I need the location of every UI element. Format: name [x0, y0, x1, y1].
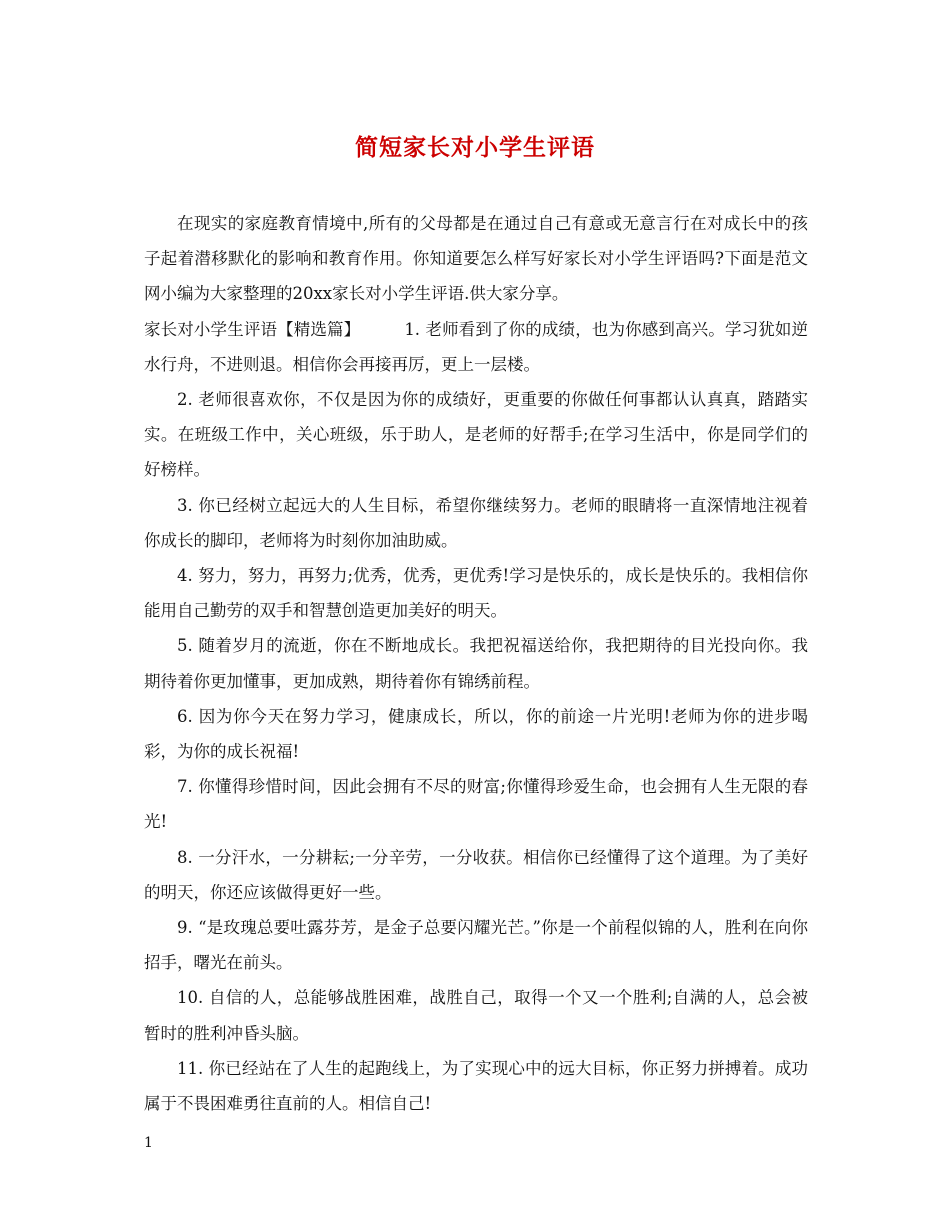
document-title: 简短家长对小学生评语	[355, 134, 595, 161]
comment-item-5: 5. 随着岁月的流逝，你在不断地成长。我把祝福送给你，我把期待的目光投向你。我期待着你更加懂事，更加成熟，期待着你有锦绣前程。	[144, 636, 808, 691]
comment-item-9: 9. “是玫瑰总要吐露芬芳，是金子总要闪耀光芒。”你是一个前程似锦的人，胜利在向你招手，曙光在前头。	[144, 918, 808, 973]
section-paragraph	[144, 312, 808, 382]
comment-item-7: 7. 你懂得珍惜时间，因此会拥有不尽的财富;你懂得珍爱生命，也会拥有人生无限的春光!	[144, 777, 808, 832]
comment-item-8: 8. 一分汗水，一分耕耘;一分辛劳，一分收获。相信你已经懂得了这个道理。为了美好的明天，你还应该做得更好一些。	[144, 847, 808, 902]
intro-paragraph: 在现实的家庭教育情境中,所有的父母都是在通过自己有意或无意言行在对成长中的孩子起着潜移默化的影响和教育作用。你知道要怎么样写好家长对小学生评语吗?下面是范文网小编为大家整理的20xx家长对小学生评语.供大家分享。	[144, 214, 808, 304]
comment-item-11: 11. 你已经站在了人生的起跑线上，为了实现心中的远大目标，你正努力拼搏着。成功属于不畏困难勇往直前的人。相信自己!	[144, 1058, 808, 1114]
comment-item-2: 2. 老师很喜欢你，不仅是因为你的成绩好，更重要的你做任何事都认认真真，踏踏实实。在班级工作中，关心班级，乐于助人，是老师的好帮手;在学习生活中，你是同学们的好榜样。	[144, 390, 808, 480]
page-number: 1	[144, 1135, 153, 1151]
comment-item-10: 10. 自信的人，总能够战胜困难，战胜自己，取得一个又一个胜利;自满的人，总会被暂时的胜利冲昏头脑。	[144, 988, 808, 1043]
comment-item-6: 6. 因为你今天在努力学习，健康成长，所以，你的前途一片光明!老师为你的进步喝彩，为你的成长祝福!	[144, 706, 808, 762]
document-body	[144, 206, 808, 1121]
comment-item-1: 1. 老师看到了你的成绩，也为你感到高兴。学习犹如逆水行舟，不进则退。相信你会再接再厉，更上一层楼。	[144, 319, 808, 374]
comment-item-3: 3. 你已经树立起远大的人生目标，希望你继续努力。老师的眼睛将一直深情地注视着你成长的脚印，老师将为时刻你加油助威。	[144, 495, 808, 550]
section-heading: 家长对小学生评语【精选篇】	[144, 319, 361, 339]
comment-item-4: 4. 努力，努力，再努力;优秀，优秀，更优秀!学习是快乐的，成长是快乐的。我相信你能用自己勤劳的双手和智慧创造更加美好的明天。	[144, 566, 808, 621]
